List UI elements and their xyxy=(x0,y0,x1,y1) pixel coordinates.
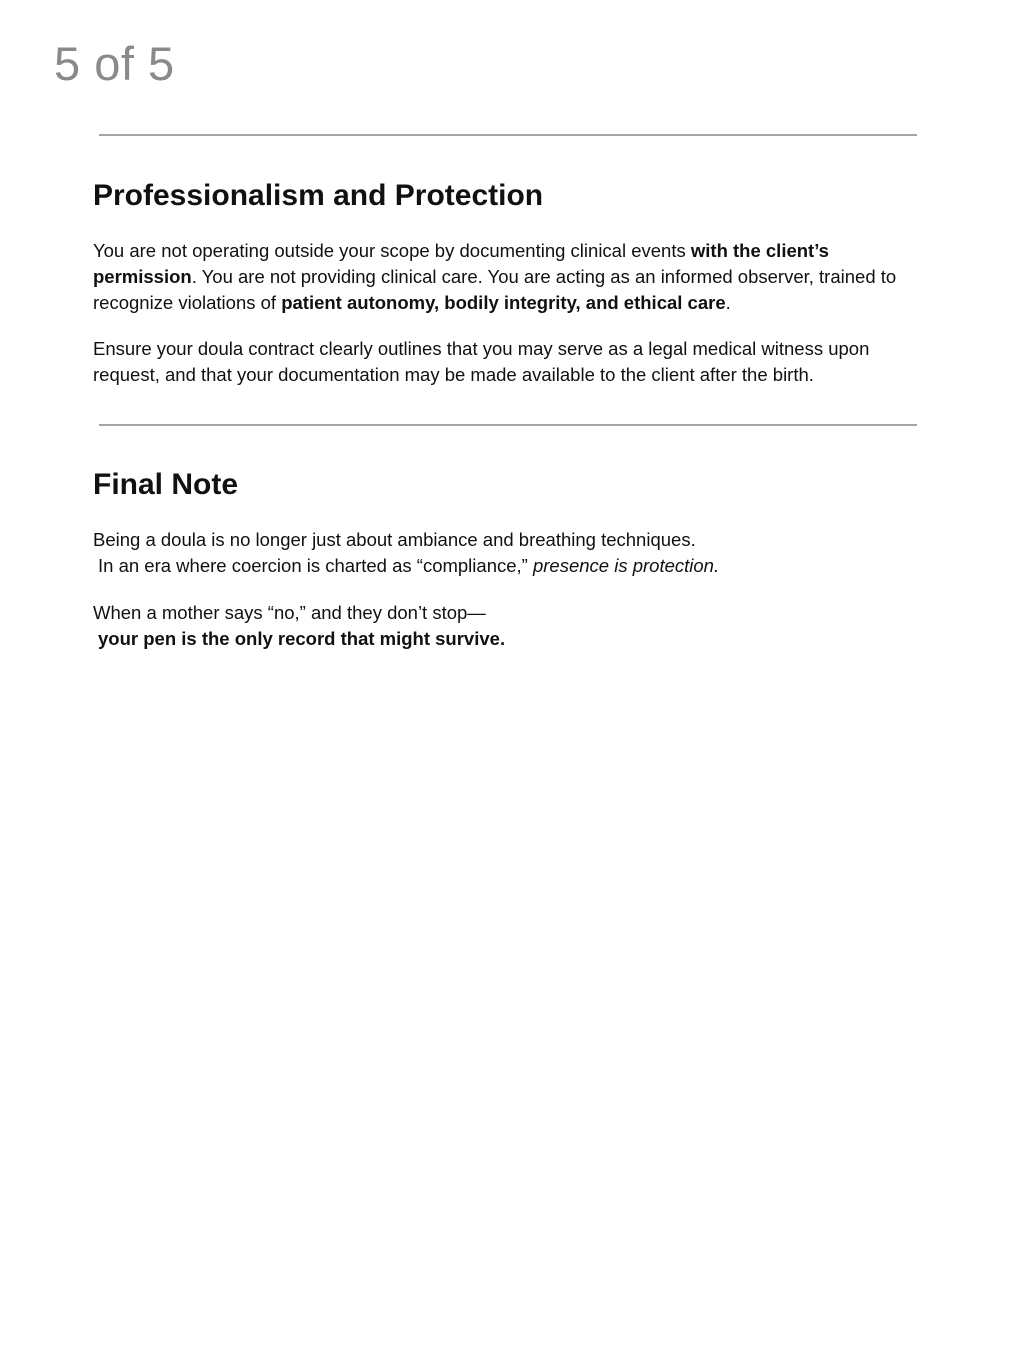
page-counter: 5 of 5 xyxy=(54,37,175,90)
divider xyxy=(99,134,917,136)
text-line: In an era where coercion is charted as “compliance,” xyxy=(98,555,533,576)
text-span: . xyxy=(725,292,731,313)
text-line: Being a doula is no longer just about ambiance and breathing techniques. xyxy=(93,529,696,550)
paragraph-contract: Ensure your doula contract clearly outlines that you may serve as a legal medical witness upon request, and that your documentation may be made available to the client after the birth. xyxy=(93,338,870,385)
section-heading-final-note: Final Note xyxy=(93,468,239,501)
text-span: . You are not providing clinical care. You are acting as an informed observer, trained to recognize violations of xyxy=(93,266,897,313)
bold-span: patient autonomy, bodily integrity, and ethical care xyxy=(281,292,726,313)
paragraph-pen xyxy=(93,600,923,652)
italic-span: presence is protection. xyxy=(532,555,720,576)
text-line: When a mother says “no,” and they don’t stop— xyxy=(93,602,486,623)
text-span: You are not operating outside your scope by documenting clinical events xyxy=(93,240,691,261)
bold-span: with the client’s permission xyxy=(93,240,829,287)
bold-line: your pen is the only record that might survive. xyxy=(98,628,506,649)
paragraph-doula-role xyxy=(93,527,923,579)
paragraph-scope xyxy=(93,238,923,316)
divider xyxy=(99,424,917,426)
section-heading-professionalism: Professionalism and Protection xyxy=(93,179,544,212)
